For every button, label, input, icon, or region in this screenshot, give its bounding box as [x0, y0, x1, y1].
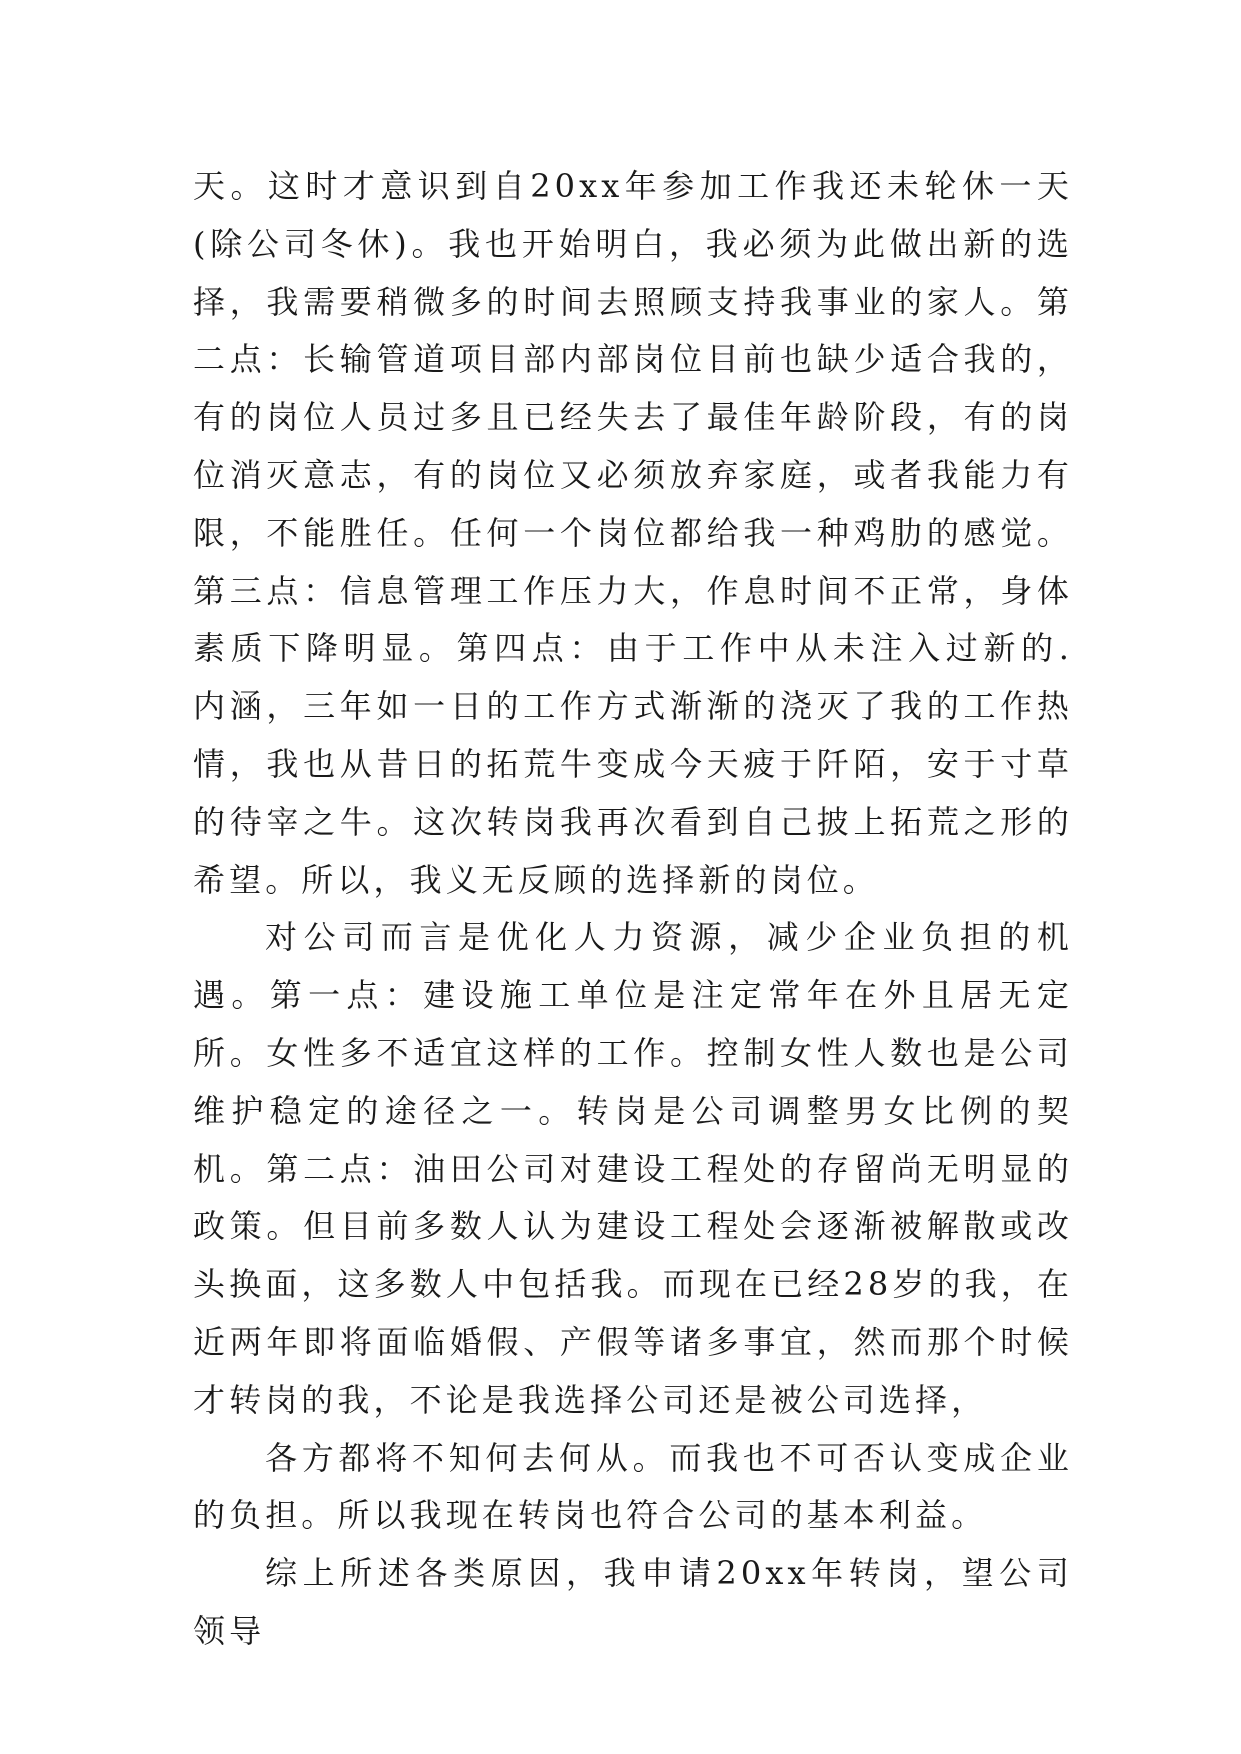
paragraph-2: 对公司而言是优化人力资源，减少企业负担的机遇。第一点：建设施工单位是注定常年在外且居无定所。女性多不适宜这样的工作。控制女性人数也是公司维护稳定的途径之一。转岗是公司调整男女比例的契机。第二点：油田公司对建设工程处的存留尚无明显的政策。但目前多数人认为建设工程处会逐渐被解散或改头换面，这多数人中包括我。而现在已经28岁的我，在近两年即将面临婚假、产假等诸多事宜，然而那个时候才转岗的我，不论是我选择公司还是被公司选择，: [193, 918, 1073, 1419]
document-body: [193, 158, 1073, 1661]
paragraph-3: 各方都将不知何去何从。而我也不可否认变成企业的负担。所以我现在转岗也符合公司的基本利益。: [193, 1438, 1073, 1535]
paragraph-1: 天。这时才意识到自20xx年参加工作我还未轮休一天(除公司冬休)。我也开始明白，我必须为此做出新的选择，我需要稍微多的时间去照顾支持我事业的家人。第二点：长输管道项目部内部岗位目前也缺少适合我的，有的岗位人员过多且已经失去了最佳年龄阶段，有的岗位消灭意志，有的岗位又必须放弃家庭，或者我能力有限，不能胜任。任何一个岗位都给我一种鸡肋的感觉。第三点：信息管理工作压力大，作息时间不正常，身体素质下降明显。第四点：由于工作中从未注入过新的.内涵，三年如一日的工作方式渐渐的浇灭了我的工作热情，我也从昔日的拓荒牛变成今天疲于阡陌，安于寸草的待宰之牛。这次转岗我再次看到自己披上拓荒之形的希望。所以，我义无反顾的选择新的岗位。: [193, 167, 1073, 899]
paragraph-4: 综上所述各类原因，我申请20xx年转岗，望公司领导: [193, 1554, 1073, 1650]
